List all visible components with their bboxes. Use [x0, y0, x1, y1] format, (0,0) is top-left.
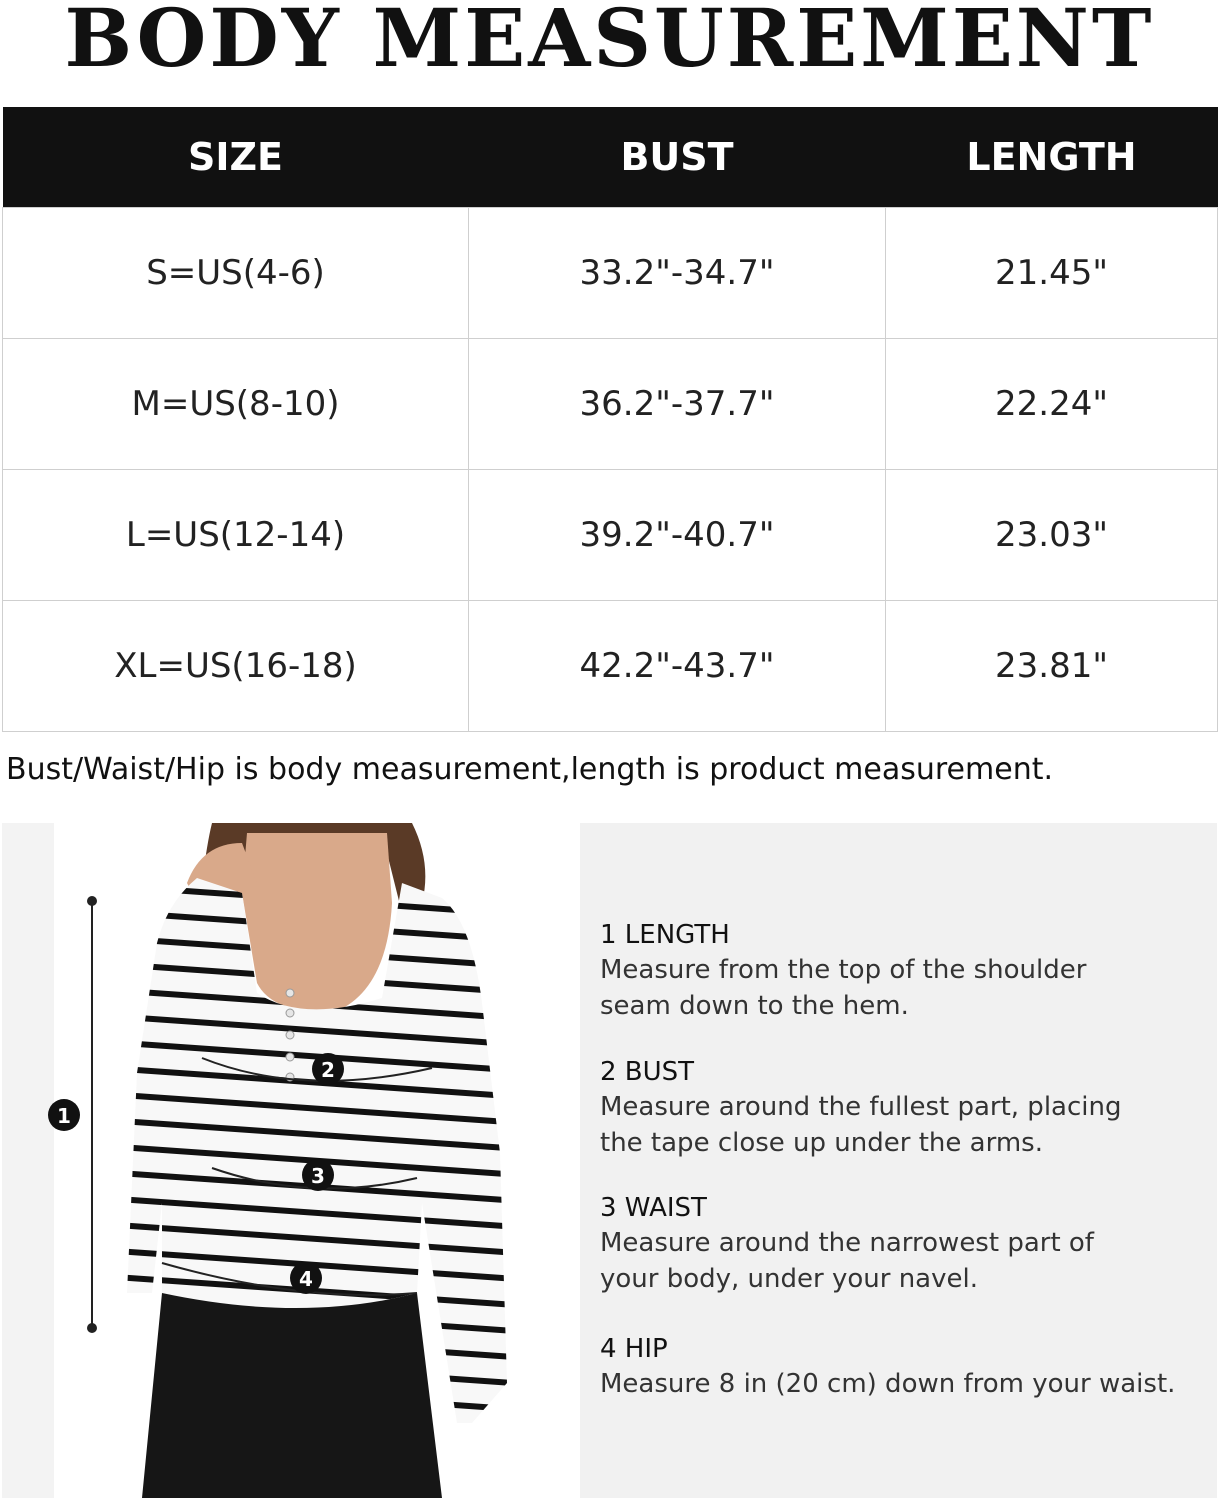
step-title: 3 WAIST — [600, 1193, 707, 1223]
length-cell: 22.24" — [886, 339, 1218, 470]
step-waist — [600, 1191, 1210, 1297]
step-description-line: seam down to the hem. — [600, 991, 909, 1021]
jeans-shape — [142, 1293, 442, 1498]
size-cell: M=US(8-10) — [3, 339, 469, 470]
size-cell: XL=US(16-18) — [3, 601, 469, 732]
measurement-instructions — [580, 823, 1217, 1498]
table-row — [3, 601, 1218, 732]
header-length: LENGTH — [886, 107, 1218, 208]
length-cell: 21.45" — [886, 208, 1218, 339]
size-chart-table — [2, 107, 1218, 732]
step-description-line: Measure 8 in (20 cm) down from your waist. — [600, 1369, 1176, 1399]
marker-1-label: 1 — [57, 1104, 71, 1128]
step-description-line: your body, under your navel. — [600, 1264, 978, 1294]
bust-cell: 39.2"-40.7" — [469, 470, 886, 601]
table-row — [3, 470, 1218, 601]
header-bust: BUST — [469, 107, 886, 208]
bust-cell: 36.2"-37.7" — [469, 339, 886, 470]
model-figure — [2, 823, 572, 1498]
marker-3-label: 3 — [311, 1164, 325, 1188]
size-cell: S=US(4-6) — [3, 208, 469, 339]
page-title: BODY MEASUREMENT — [64, 0, 1155, 85]
step-description-line: Measure from the top of the shoulder — [600, 955, 1087, 985]
step-description-line: Measure around the narrowest part of — [600, 1228, 1094, 1258]
step-bust — [600, 1055, 1210, 1161]
bust-cell: 42.2"-43.7" — [469, 601, 886, 732]
step-description-line: Measure around the fullest part, placing — [600, 1092, 1122, 1122]
table-row — [3, 339, 1218, 470]
model-illustration — [2, 823, 572, 1498]
marker-4-label: 4 — [299, 1267, 313, 1291]
step-title: 2 BUST — [600, 1057, 695, 1087]
step-title: 1 LENGTH — [600, 920, 730, 950]
step-title: 4 HIP — [600, 1334, 668, 1364]
length-cell: 23.03" — [886, 470, 1218, 601]
table-row — [3, 208, 1218, 339]
table-header-row — [3, 107, 1218, 208]
length-cell: 23.81" — [886, 601, 1218, 732]
step-length — [600, 918, 1210, 1024]
step-hip — [600, 1332, 1210, 1402]
measurement-note: Bust/Waist/Hip is body measurement,length is product measurement. — [6, 752, 1054, 787]
bust-cell: 33.2"-34.7" — [469, 208, 886, 339]
marker-2-label: 2 — [321, 1058, 335, 1082]
size-cell: L=US(12-14) — [3, 470, 469, 601]
step-description-line: the tape close up under the arms. — [600, 1128, 1043, 1158]
header-size: SIZE — [3, 107, 469, 208]
